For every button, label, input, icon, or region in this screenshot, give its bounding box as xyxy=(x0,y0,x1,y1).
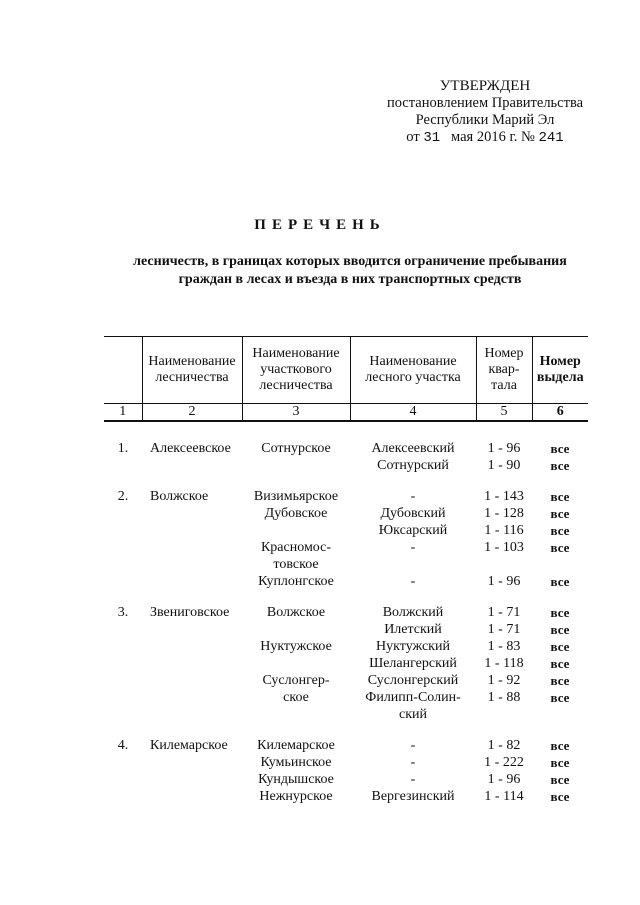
plot-value: все xyxy=(550,574,570,589)
district-name: Красномос- xyxy=(260,540,332,555)
row-number xyxy=(104,556,142,573)
district-name: Суслонгер- xyxy=(262,673,330,688)
header-col-4: Наименование лесного участка xyxy=(350,337,476,404)
forestry-name xyxy=(142,573,242,590)
forestry-name: Волжское xyxy=(150,489,209,504)
header-col-3: Наименование участкового лесничества xyxy=(242,337,350,404)
quarter-range xyxy=(476,556,532,573)
forestry-table xyxy=(104,336,588,805)
quarter-range xyxy=(476,706,532,723)
number-col-5: 5 xyxy=(476,404,532,422)
row-number xyxy=(104,771,142,788)
plot-value xyxy=(532,706,588,723)
table-row xyxy=(104,655,588,672)
number-col-2: 2 xyxy=(142,404,242,422)
district-name: Кумьинское xyxy=(260,755,332,770)
site-name: Юксарский xyxy=(378,523,448,538)
header-col-6: Номер выдела xyxy=(532,337,588,404)
plot-value: все xyxy=(550,789,570,804)
quarter-range: 1 - 83 xyxy=(487,639,521,654)
row-number xyxy=(104,672,142,689)
plot-value: все xyxy=(550,772,570,787)
district-name: Килемарское xyxy=(257,738,335,753)
site-name: Шелангерский xyxy=(369,656,457,671)
district-name: Нуктужское xyxy=(260,639,332,654)
district-name: Волжское xyxy=(266,605,326,620)
quarter-range: 1 - 128 xyxy=(484,506,524,521)
table-row xyxy=(104,488,588,505)
table-row xyxy=(104,621,588,638)
plot-value: все xyxy=(550,506,570,521)
plot-value: все xyxy=(550,622,570,637)
quarter-range: 1 - 114 xyxy=(484,789,524,804)
district-name: Сотнурское xyxy=(261,441,331,456)
quarter-range: 1 - 96 xyxy=(487,772,521,787)
row-number xyxy=(104,457,142,474)
table-row xyxy=(104,788,588,805)
forestry-name xyxy=(142,771,242,788)
row-number xyxy=(104,539,142,556)
forestry-name xyxy=(142,706,242,723)
approval-date-prefix: от xyxy=(406,129,420,145)
header-col-2: Наименование лесничества xyxy=(142,337,242,404)
site-name: Алексеевский xyxy=(371,441,455,456)
district-name: Визимьярское xyxy=(253,489,339,504)
table-row xyxy=(104,604,588,621)
site-name: Сотнурский xyxy=(377,458,449,473)
row-number xyxy=(104,655,142,672)
site-name: - xyxy=(410,755,416,770)
table-row xyxy=(104,737,588,754)
plot-value: все xyxy=(550,489,570,504)
document-title: ПЕРЕЧЕНЬ xyxy=(254,217,386,233)
approval-date-line xyxy=(360,129,610,147)
site-name: Суслонгерский xyxy=(367,673,459,688)
row-number xyxy=(104,788,142,805)
quarter-range: 1 - 96 xyxy=(487,441,521,456)
row-number: 2. xyxy=(117,489,129,504)
table-row xyxy=(104,638,588,655)
quarter-range: 1 - 92 xyxy=(487,673,521,688)
quarter-range: 1 - 90 xyxy=(487,458,521,473)
approval-title: УТВЕРЖДЕН xyxy=(439,78,531,94)
row-number xyxy=(104,505,142,522)
forestry-name xyxy=(142,621,242,638)
quarter-range: 1 - 118 xyxy=(484,656,524,671)
header-col-1 xyxy=(104,337,142,404)
district-name: Кундышское xyxy=(258,772,334,787)
table-header-row xyxy=(104,337,588,404)
table-row xyxy=(104,573,588,590)
forestry-name xyxy=(142,505,242,522)
table-row xyxy=(104,754,588,771)
row-number xyxy=(104,638,142,655)
forestry-name: Килемарское xyxy=(150,738,228,753)
table-row xyxy=(104,440,588,457)
forestry-name xyxy=(142,672,242,689)
forestry-name xyxy=(142,556,242,573)
quarter-range: 1 - 82 xyxy=(487,738,521,753)
site-name: Филипп-Солин- xyxy=(365,690,461,705)
site-name: - xyxy=(410,574,416,589)
table-row xyxy=(104,556,588,573)
district-name xyxy=(242,706,350,723)
district-name: Дубовское xyxy=(264,506,328,521)
forestry-name xyxy=(142,655,242,672)
subtitle-line-1: лесничеств, в границах которых вводится ограничение пребывания xyxy=(133,254,567,269)
plot-value: все xyxy=(550,755,570,770)
plot-value: все xyxy=(550,540,570,555)
site-name: Вергезинский xyxy=(371,789,455,804)
site-name: Илетский xyxy=(384,622,442,637)
approval-block xyxy=(360,78,610,147)
site-name: Нуктужский xyxy=(376,639,450,654)
site-name: - xyxy=(410,540,416,555)
group-spacer xyxy=(104,590,588,604)
site-name: ский xyxy=(399,707,427,722)
approval-month-year: мая 2016 г. № xyxy=(451,129,535,145)
site-name xyxy=(350,556,476,573)
row-number xyxy=(104,689,142,706)
quarter-range: 1 - 71 xyxy=(487,605,521,620)
approval-decree-line: постановлением Правительства xyxy=(386,95,584,111)
plot-value: все xyxy=(550,441,570,456)
quarter-range: 1 - 143 xyxy=(484,489,524,504)
district-name xyxy=(242,457,350,474)
district-name xyxy=(242,522,350,539)
quarter-range: 1 - 88 xyxy=(487,690,521,705)
quarter-range: 1 - 222 xyxy=(484,755,524,770)
plot-value: все xyxy=(550,605,570,620)
site-name: - xyxy=(410,738,416,753)
row-number xyxy=(104,754,142,771)
forestry-name xyxy=(142,689,242,706)
forestry-name xyxy=(142,788,242,805)
row-number: 1. xyxy=(117,441,129,456)
plot-value: все xyxy=(550,523,570,538)
row-number: 3. xyxy=(117,605,129,620)
header-col-5: Номер квар-тала xyxy=(476,337,532,404)
row-number xyxy=(104,706,142,723)
forestry-name xyxy=(142,522,242,539)
site-name: Волжский xyxy=(382,605,444,620)
district-name xyxy=(242,621,350,638)
forestry-name: Алексеевское xyxy=(150,441,231,456)
table-number-row xyxy=(104,404,588,422)
row-number xyxy=(104,621,142,638)
group-spacer xyxy=(104,723,588,737)
plot-value: все xyxy=(550,639,570,654)
quarter-range: 1 - 116 xyxy=(484,523,524,538)
number-col-3: 3 xyxy=(242,404,350,422)
plot-value xyxy=(532,556,588,573)
document-subtitle xyxy=(100,253,600,289)
quarter-range: 1 - 96 xyxy=(487,574,521,589)
district-name: Куплонгское xyxy=(258,574,334,589)
site-name: Дубовский xyxy=(380,506,446,521)
table-row xyxy=(104,539,588,556)
table-row xyxy=(104,706,588,723)
quarter-range: 1 - 71 xyxy=(487,622,521,637)
plot-value: все xyxy=(550,458,570,473)
district-name xyxy=(242,655,350,672)
site-name: - xyxy=(410,772,416,787)
number-col-1: 1 xyxy=(104,404,142,422)
forestry-name xyxy=(142,638,242,655)
forestry-name xyxy=(142,539,242,556)
table-row xyxy=(104,457,588,474)
district-name: ское xyxy=(283,690,309,705)
plot-value: все xyxy=(550,738,570,753)
approval-republic-line: Республики Марий Эл xyxy=(415,112,555,128)
row-number xyxy=(104,522,142,539)
table-row xyxy=(104,689,588,706)
number-col-6: 6 xyxy=(532,404,588,422)
forestry-name: Звениговское xyxy=(150,605,230,620)
forestry-name xyxy=(142,754,242,771)
group-spacer xyxy=(104,474,588,488)
number-col-4: 4 xyxy=(350,404,476,422)
row-number: 4. xyxy=(117,738,129,753)
plot-value: все xyxy=(550,656,570,671)
subtitle-line-2: граждан в лесах и въезда в них транспортных средств xyxy=(178,272,522,287)
forestry-name xyxy=(142,457,242,474)
table-body xyxy=(104,421,588,805)
plot-value: все xyxy=(550,690,570,705)
approval-day: 31 xyxy=(423,130,441,146)
plot-value: все xyxy=(550,673,570,688)
approval-number: 241 xyxy=(538,130,564,146)
district-name: Нежнурское xyxy=(259,789,333,804)
quarter-range: 1 - 103 xyxy=(484,540,524,555)
table-row xyxy=(104,505,588,522)
district-name: товское xyxy=(273,557,319,572)
table-row xyxy=(104,771,588,788)
table-row xyxy=(104,522,588,539)
row-number xyxy=(104,573,142,590)
site-name: - xyxy=(410,489,416,504)
group-spacer xyxy=(104,421,588,440)
table-row xyxy=(104,672,588,689)
